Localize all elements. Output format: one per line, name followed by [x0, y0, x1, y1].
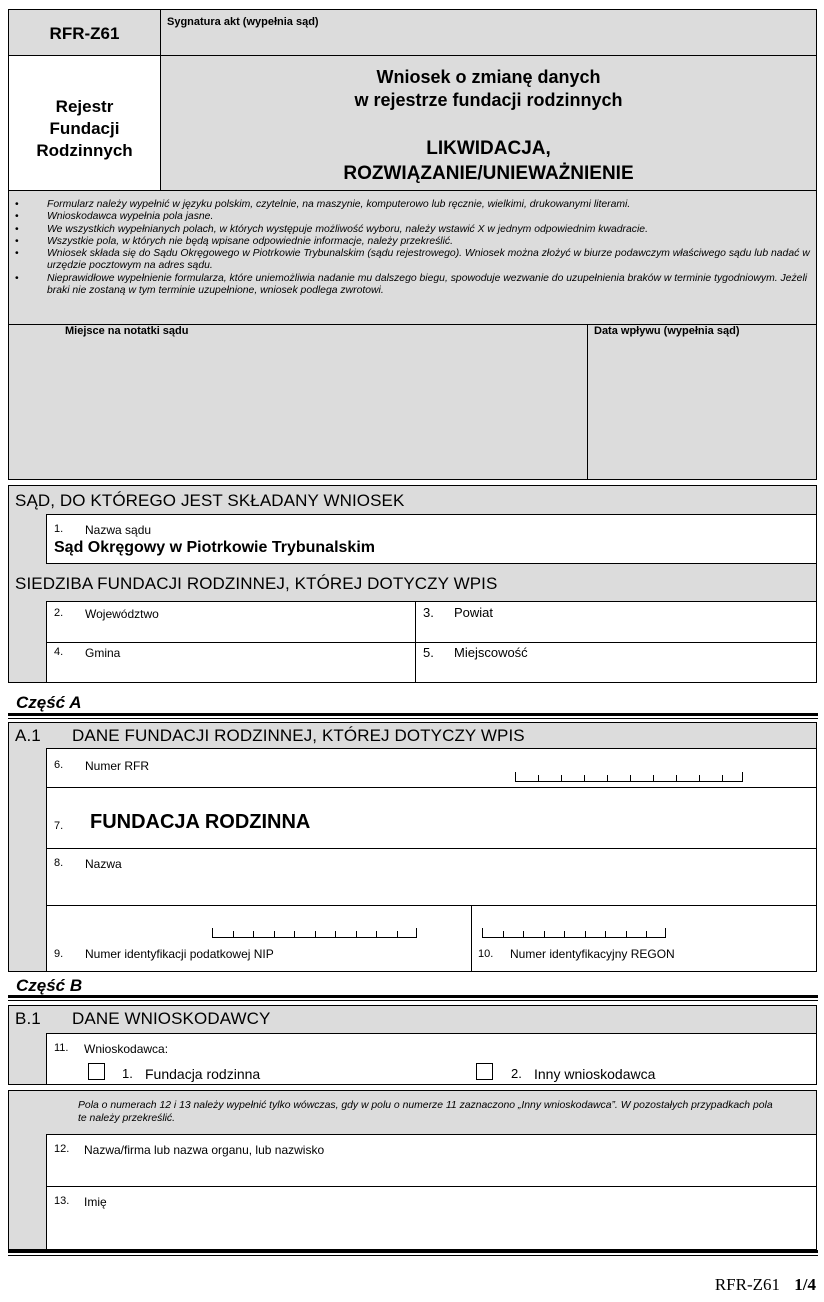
locality-field[interactable] — [415, 642, 817, 683]
county-label: Powiat — [454, 605, 494, 620]
title-cell — [160, 55, 817, 191]
a1-number: A.1 — [15, 726, 41, 745]
footer-page-info — [715, 1275, 816, 1295]
field-number: 1. — [54, 523, 64, 535]
instruction-item: • Wszystkie pola, w których nie będą wpisane odpowiednie informacje, należy przekreślić. — [9, 236, 810, 248]
nip-boxes — [212, 928, 417, 938]
instruction-item: • Nieprawidłowe wypełnienie formularza, które uniemożliwia nadanie mu dalszego biegu, spowoduje wezwanie do uzupełnienia braków w terminie tygodniowym. Jeżeli braki nie zostaną w tym terminie uzupełnione, wniosek podlega zwrotowi. — [9, 273, 810, 298]
instruction-item: • Formularz należy wypełnić w języku polskim, czytelnie, na maszynie, komputerowo lub ręcznie, wielkimi, drukowanymi literami. — [9, 199, 810, 211]
instruction-item: • Wnioskodawca wypełnia pola jasne. — [9, 211, 810, 223]
rfr-number-field[interactable] — [46, 748, 817, 788]
foundation-name-label: Nazwa — [85, 857, 122, 871]
locality-label: Miejscowość — [454, 645, 528, 660]
case-signature-cell — [160, 9, 817, 56]
court-notes-label: Miejsce na notatki sądu — [65, 325, 189, 337]
divider — [8, 1000, 818, 1001]
form-code: RFR-Z61 — [49, 24, 120, 43]
checkbox-family-foundation[interactable] — [88, 1063, 105, 1080]
registry-line-1: Rejestr — [55, 97, 114, 116]
option-family-foundation-label: Fundacja rodzinna — [145, 1066, 261, 1082]
regon-boxes — [482, 928, 666, 938]
part-a-title: Część A — [16, 693, 82, 712]
rfr-number-boxes — [515, 772, 743, 782]
form-title-line-1: Wniosek o zmianę danych — [376, 67, 601, 87]
nip-label: Numer identyfikacji podatkowej NIP — [85, 947, 274, 961]
regon-label: Numer identyfikacyjny REGON — [510, 947, 675, 961]
applicant-type-field — [46, 1033, 817, 1085]
instruction-item: • We wszystkich wypełnianych polach, w których występuje możliwość wyboru, należy wstawić X w jednym odpowiednim kwadracie. — [9, 224, 810, 236]
option-number: 1. — [122, 1066, 133, 1081]
field-number: 4. — [54, 646, 64, 658]
field-number: 13. — [54, 1195, 70, 1207]
nip-field[interactable] — [46, 905, 472, 972]
b1-heading: DANE WNIOSKODAWCY — [72, 1009, 271, 1028]
applicant-name-field[interactable] — [46, 1134, 817, 1187]
voivodeship-label: Województwo — [85, 607, 159, 621]
checkbox-other-applicant[interactable] — [476, 1063, 493, 1080]
receipt-date-label: Data wpływu (wypełnia sąd) — [594, 325, 740, 337]
first-name-label: Imię — [84, 1195, 107, 1209]
divider — [8, 718, 818, 719]
foundation-type-field — [46, 787, 817, 849]
b1-number: B.1 — [15, 1009, 41, 1028]
instructions-list — [9, 199, 810, 297]
a1-heading: DANE FUNDACJI RODZINNEJ, KTÓREJ DOTYCZY WPIS — [72, 726, 525, 745]
part-b-title: Część B — [16, 976, 83, 995]
other-applicant-note: Pola o numerach 12 i 13 należy wypełnić tylko wówczas, gdy w polu o numerze 11 zaznaczono „Inny wnioskodawca”. W pozostałych przypadkach pola te należy przekreślić. — [78, 1100, 773, 1124]
registry-line-2: Fundacji — [49, 119, 120, 138]
form-subtitle-line-2: ROZWIĄZANIE/UNIEWAŻNIENIE — [343, 163, 634, 184]
first-name-field[interactable] — [46, 1186, 817, 1250]
receipt-date-area — [587, 324, 817, 480]
foundation-type-value: FUNDACJA RODZINNA — [90, 811, 311, 833]
field-number: 8. — [54, 857, 64, 869]
county-field[interactable] — [415, 601, 817, 643]
option-number: 2. — [511, 1066, 522, 1081]
field-number: 11. — [54, 1042, 69, 1054]
applicant-name-label: Nazwa/firma lub nazwa organu, lub nazwisko — [84, 1143, 325, 1157]
field-number: 2. — [54, 607, 64, 619]
form-title-line-2: w rejestrze fundacji rodzinnych — [354, 90, 623, 110]
field-number: 9. — [54, 948, 64, 960]
field-number: 3. — [423, 605, 434, 620]
footer-form-code: RFR-Z61 — [714, 1275, 781, 1294]
court-name-label: Nazwa sądu — [85, 523, 152, 537]
divider — [8, 995, 818, 998]
applicant-type-label: Wnioskodawca: — [84, 1042, 169, 1056]
field-number: 7. — [54, 820, 64, 832]
court-name-value: Sąd Okręgowy w Piotrkowie Trybunalskim — [54, 539, 375, 556]
instruction-item: • Wniosek składa się do Sądu Okręgowego w Piotrkowie Trybunalskim (sądu rejestrowego). Wniosek można złożyć w biurze podawczym właściwego sądu lub nadać w urzędzie pocztowym na adres sądu. — [9, 248, 810, 273]
field-number: 6. — [54, 759, 64, 771]
field-number: 5. — [423, 645, 434, 660]
commune-field[interactable] — [46, 642, 416, 683]
voivodeship-field[interactable] — [46, 601, 416, 643]
field-number: 12. — [54, 1143, 70, 1155]
instructions-box — [8, 190, 817, 325]
court-notes-area — [8, 324, 588, 480]
field-number: 10. — [478, 948, 494, 960]
court-section-heading: SĄD, DO KTÓREGO JEST SKŁADANY WNIOSEK — [15, 491, 405, 510]
seat-section-heading: SIEDZIBA FUNDACJI RODZINNEJ, KTÓREJ DOTYCZY WPIS — [15, 574, 498, 593]
form-subtitle-line-1: LIKWIDACJA, — [426, 138, 551, 159]
form-code-cell — [8, 9, 161, 56]
court-name-field[interactable] — [46, 514, 817, 564]
option-other-applicant-label: Inny wnioskodawca — [534, 1066, 656, 1082]
rfr-number-label: Numer RFR — [85, 759, 150, 773]
regon-field[interactable] — [471, 905, 817, 972]
foundation-name-field[interactable] — [46, 848, 817, 906]
registry-line-3: Rodzinnych — [36, 141, 133, 160]
divider — [8, 713, 818, 716]
commune-label: Gmina — [85, 646, 121, 660]
footer-page-number: 1/4 — [794, 1275, 816, 1294]
divider — [8, 1255, 818, 1256]
registry-cell — [8, 55, 161, 191]
case-signature-label: Sygnatura akt (wypełnia sąd) — [167, 16, 319, 28]
divider — [8, 1250, 818, 1253]
